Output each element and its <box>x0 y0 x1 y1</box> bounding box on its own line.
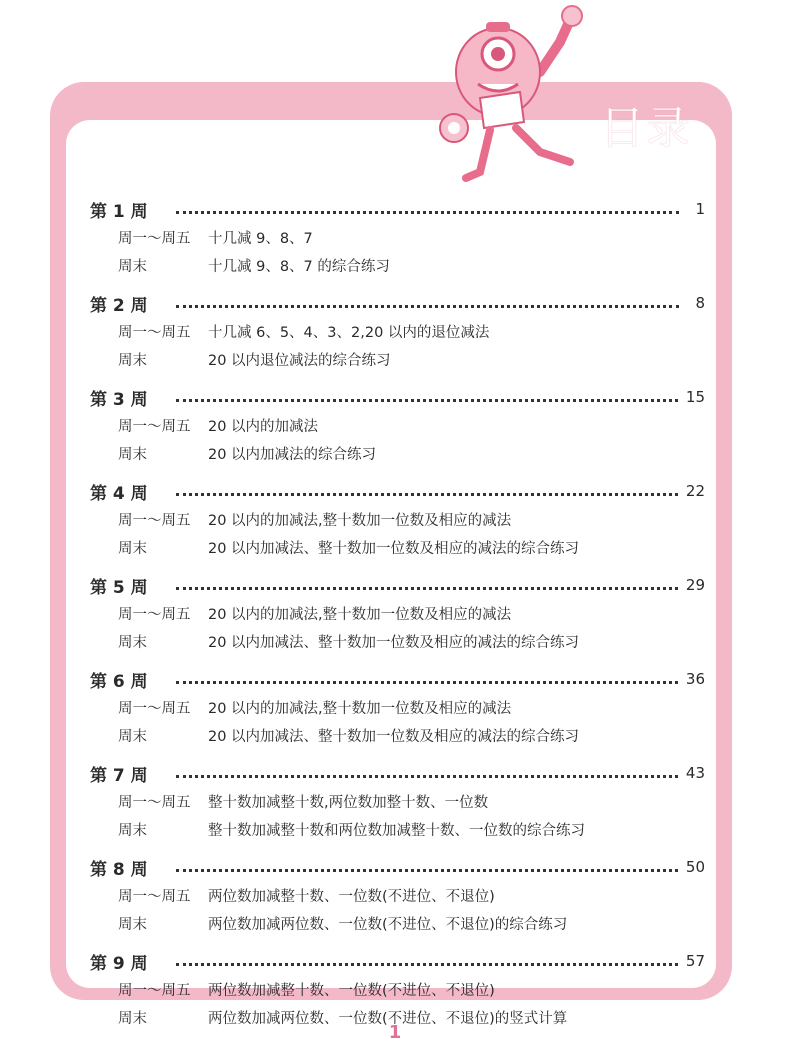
toc-week-heading[interactable] <box>90 853 705 881</box>
toc-week-heading[interactable] <box>90 759 705 787</box>
entry-day: 周一～周五 <box>118 794 191 811</box>
toc-week-6 <box>90 665 705 749</box>
toc-entry <box>90 787 705 815</box>
table-of-contents <box>90 195 705 1041</box>
week-page-number: 8 <box>695 294 705 312</box>
page-title: 目录 <box>600 103 692 154</box>
entry-day: 周一～周五 <box>118 230 191 247</box>
week-page-number: 50 <box>685 858 705 876</box>
toc-week-2 <box>90 289 705 373</box>
entry-topic: 两位数加减整十数、一位数(不进位、不退位) <box>208 888 495 905</box>
dot-leader <box>176 869 678 872</box>
week-page-number: 29 <box>685 576 705 594</box>
dot-leader <box>176 305 679 308</box>
week-label: 第 7 周 <box>90 765 148 786</box>
entry-day: 周一～周五 <box>118 606 191 623</box>
toc-entry <box>90 721 705 749</box>
toc-entry <box>90 909 705 937</box>
week-page-number: 36 <box>685 670 705 688</box>
entry-day: 周末 <box>118 258 147 275</box>
dot-leader <box>176 211 679 214</box>
entry-topic: 两位数加减两位数、一位数(不进位、不退位)的综合练习 <box>208 916 568 933</box>
entry-day: 周末 <box>118 540 147 557</box>
toc-entry <box>90 317 705 345</box>
week-page-number: 1 <box>695 200 705 218</box>
week-label: 第 9 周 <box>90 953 148 974</box>
week-label: 第 3 周 <box>90 389 148 410</box>
toc-entry <box>90 505 705 533</box>
toc-entry <box>90 439 705 467</box>
entry-topic: 20 以内加减法、整十数加一位数及相应的减法的综合练习 <box>208 728 580 745</box>
entry-topic: 整十数加减整十数,两位数加整十数、一位数 <box>208 794 489 811</box>
entry-topic: 20 以内加减法、整十数加一位数及相应的减法的综合练习 <box>208 634 580 651</box>
toc-week-3 <box>90 383 705 467</box>
toc-week-heading[interactable] <box>90 571 705 599</box>
week-page-number: 57 <box>685 952 705 970</box>
entry-day: 周一～周五 <box>118 512 191 529</box>
toc-entry <box>90 627 705 655</box>
toc-week-heading[interactable] <box>90 289 705 317</box>
entry-topic: 20 以内加减法、整十数加一位数及相应的减法的综合练习 <box>208 540 580 557</box>
toc-week-9 <box>90 947 705 1031</box>
entry-topic: 两位数加减整十数、一位数(不进位、不退位) <box>208 982 495 999</box>
dot-leader <box>176 493 678 496</box>
dot-leader <box>176 681 678 684</box>
toc-week-heading[interactable] <box>90 947 705 975</box>
week-page-number: 22 <box>685 482 705 500</box>
toc-week-4 <box>90 477 705 561</box>
entry-day: 周末 <box>118 728 147 745</box>
toc-entry <box>90 411 705 439</box>
entry-topic: 两位数加减两位数、一位数(不进位、不退位)的竖式计算 <box>208 1010 568 1027</box>
entry-topic: 20 以内的加减法,整十数加一位数及相应的减法 <box>208 700 512 717</box>
week-label: 第 5 周 <box>90 577 148 598</box>
entry-topic: 20 以内的加减法,整十数加一位数及相应的减法 <box>208 606 512 623</box>
week-label: 第 8 周 <box>90 859 148 880</box>
entry-topic: 20 以内加减法的综合练习 <box>208 446 377 463</box>
toc-entry <box>90 533 705 561</box>
entry-day: 周一～周五 <box>118 982 191 999</box>
week-label: 第 6 周 <box>90 671 148 692</box>
toc-week-heading[interactable] <box>90 383 705 411</box>
robot-mascot-icon <box>420 2 590 194</box>
entry-topic: 20 以内的加减法 <box>208 418 319 435</box>
dot-leader <box>176 399 678 402</box>
toc-entry <box>90 599 705 627</box>
week-label: 第 2 周 <box>90 295 148 316</box>
entry-day: 周末 <box>118 1010 147 1027</box>
dot-leader <box>176 963 678 966</box>
dot-leader <box>176 775 678 778</box>
toc-week-heading[interactable] <box>90 477 705 505</box>
toc-week-5 <box>90 571 705 655</box>
week-label: 第 1 周 <box>90 201 148 222</box>
toc-entry <box>90 975 705 1003</box>
entry-topic: 20 以内退位减法的综合练习 <box>208 352 391 369</box>
entry-day: 周末 <box>118 822 147 839</box>
toc-week-heading[interactable] <box>90 195 705 223</box>
toc-week-1 <box>90 195 705 279</box>
entry-day: 周末 <box>118 634 147 651</box>
toc-week-8 <box>90 853 705 937</box>
entry-day: 周一～周五 <box>118 324 191 341</box>
entry-topic: 20 以内的加减法,整十数加一位数及相应的减法 <box>208 512 512 529</box>
entry-topic: 十几减 6、5、4、3、2,20 以内的退位减法 <box>208 324 490 341</box>
entry-day: 周一～周五 <box>118 418 191 435</box>
entry-day: 周一～周五 <box>118 888 191 905</box>
toc-entry <box>90 345 705 373</box>
toc-entry <box>90 223 705 251</box>
toc-entry <box>90 693 705 721</box>
week-label: 第 4 周 <box>90 483 148 504</box>
entry-day: 周末 <box>118 446 147 463</box>
page-number: 1 <box>388 1022 402 1043</box>
week-page-number: 43 <box>685 764 705 782</box>
dot-leader <box>176 587 678 590</box>
entry-topic: 整十数加减整十数和两位数加减整十数、一位数的综合练习 <box>208 822 585 839</box>
toc-week-7 <box>90 759 705 843</box>
entry-topic: 十几减 9、8、7 <box>208 230 313 247</box>
toc-entry <box>90 881 705 909</box>
toc-entry <box>90 251 705 279</box>
toc-entry <box>90 815 705 843</box>
week-page-number: 15 <box>685 388 705 406</box>
entry-day: 周末 <box>118 352 147 369</box>
entry-day: 周一～周五 <box>118 700 191 717</box>
entry-topic: 十几减 9、8、7 的综合练习 <box>208 258 390 275</box>
toc-week-heading[interactable] <box>90 665 705 693</box>
entry-day: 周末 <box>118 916 147 933</box>
